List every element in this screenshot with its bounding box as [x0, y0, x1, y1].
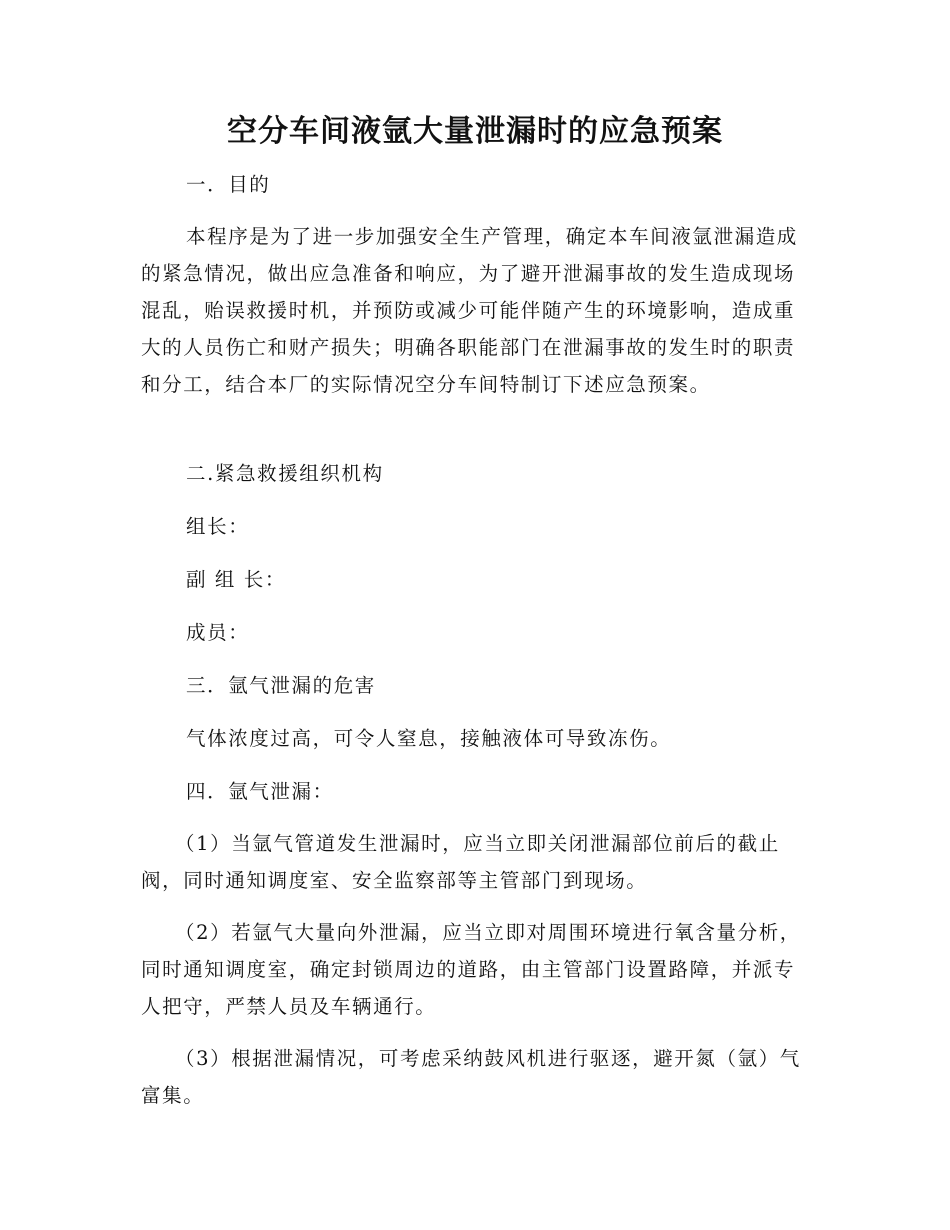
hazards-paragraph: 气体浓度过高，可令人窒息，接触液体可导致冻伤。 — [186, 727, 672, 750]
purpose-paragraph: 本程序是为了进一步加强安全生产管理，确定本车间液氩泄漏造成的紧急情况，做出应急准备和响应，为了避开泄漏事故的发生造成现场混乱，贻误救援时机，并预防或减少可能伴随产生的环境影响，造成重大的人员伤亡和财产损失；明确各职能部门在泄漏事故的发生时的职责和分工，结合本厂的实际情况空分车间特制订下述应急预案。 — [141, 225, 798, 396]
team-leader-line: 组长： — [186, 515, 250, 538]
section-heading-purpose: 一．目的 — [186, 173, 271, 196]
document-title: 空分车间液氩大量泄漏时的应急预案 — [227, 114, 723, 149]
section-heading-organization: 二.紧急救援组织机构 — [186, 462, 384, 485]
section-heading-leakage: 四．氩气泄漏： — [186, 780, 334, 803]
leakage-item-3: （3）根据泄漏情况，可考虑采纳鼓风机进行驱逐，避开氮（氩）气富集。 — [141, 1047, 801, 1107]
section-heading-hazards: 三．氩气泄漏的危害 — [186, 674, 376, 697]
leakage-item-2: （2）若氩气大量向外泄漏，应当立即对周围环境进行氧含量分析，同时通知调度室，确定封锁周边的道路，由主管部门设置路障，并派专人把守，严禁人员及车辆通行。 — [141, 921, 801, 1018]
deputy-leader-line: 副 组 长： — [186, 568, 286, 591]
members-line: 成员： — [186, 621, 250, 644]
leakage-item-1: （1）当氩气管道发生泄漏时，应当立即关闭泄漏部位前后的截止阀，同时通知调度室、安全监察部等主管部门到现场。 — [141, 832, 780, 892]
